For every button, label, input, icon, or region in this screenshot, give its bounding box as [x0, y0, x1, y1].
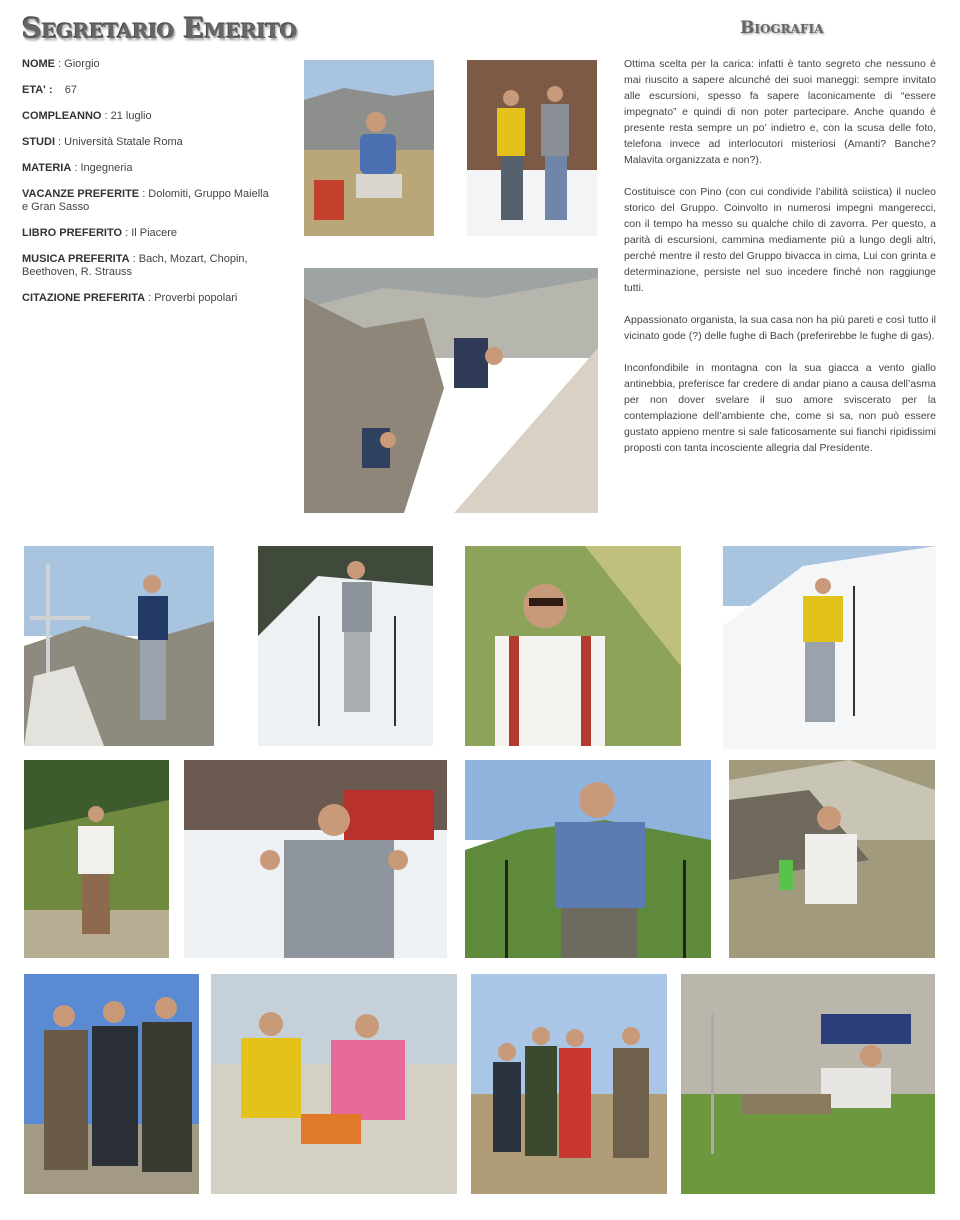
fact-label: NOME — [22, 58, 55, 70]
photo-grass-slope — [24, 760, 169, 958]
photo-rock-climb — [304, 268, 598, 513]
fact-age — [22, 84, 272, 97]
fact-value: : Il Piacere — [122, 227, 178, 239]
photo-snowfield-yellow-jacket — [723, 546, 936, 749]
bio-paragraph: Ottima scelta per la carica: infatti è tanto segreto che nessuno è mai riuscito a sapere alcunché dei suoi maneggi: sempre invitato alle escursioni, spesso fa sapere laconicamente di “essere impegnato” e quindi di non poter partecipare. Anche quando è presente resta sempre un po’ indietro e, con la scusa delle foto, telefona invece ad interlocutori misteriosi (Amanti? Banche? Malavita organizzata e non?). — [624, 58, 936, 166]
photo-three-men — [24, 974, 199, 1194]
fact-quote — [22, 292, 272, 305]
photo-snow-hiker — [258, 546, 433, 746]
photo-summit-cross — [24, 546, 214, 746]
fact-holidays — [22, 188, 272, 214]
fact-name — [22, 58, 272, 71]
fact-value: : Ingegneria — [71, 162, 133, 174]
photo-two-hikers-snow — [467, 60, 597, 236]
fact-value: : Proverbi popolari — [145, 292, 238, 304]
photo-sitting-pair — [211, 974, 457, 1194]
bio-paragraph: Costituisce con Pino (con cui condivide l’abilità sciistica) il nucleo storico del Gruppo. Coinvolto in numerosi impegni mangerecci, con il tempo ha messo su qualche chilo di zavorra. Per questo, a parità di escursioni, cammina mediamente più a lungo degli altri, perché mentre il resto del Gruppo bivacca in cima, Lui con grinta e determinazione, persiste nel suo incedere finché non raggiunge tutti. — [624, 186, 936, 294]
photo-four-men — [471, 974, 667, 1194]
fact-studies — [22, 136, 272, 149]
photo-sunglasses-portrait — [465, 546, 681, 746]
fact-label: LIBRO PREFERITO — [22, 227, 123, 239]
fact-label: ETA' : — [22, 84, 53, 96]
fact-value: : Dolomiti, Gruppo Maiella e Gran Sasso — [22, 188, 269, 213]
fact-book — [22, 227, 272, 240]
bio-paragraph: Inconfondibile in montagna con la sua giacca a vento giallo antinebbia, preferisce far credere di andar piano a causa dell’asma per non dover svelare il suo amore sviscerato per la contemplazione dell’ambiente che, come si sa, non può essere gustato appieno mentre si sale faticosamente sui fianchi ripidissimi proposti con tanta incosciente allegria dal Presidente. — [624, 362, 936, 454]
fact-label: MATERIA — [22, 162, 72, 174]
photo-snow-waving — [184, 760, 447, 958]
fact-value: : Università Statale Roma — [55, 136, 183, 148]
photo-resting-boulder — [681, 974, 935, 1194]
fact-label: CITAZIONE PREFERITA — [22, 292, 146, 304]
fact-birthday — [22, 110, 272, 123]
page-title: Segretario Emerito — [22, 12, 297, 45]
bio-paragraph: Appassionato organista, la sua casa non ha più pareti e così tutto il vicinato gode (?) delle fughe di Bach (preferirebbe le fughe di gas). — [624, 314, 936, 342]
fact-music — [22, 253, 272, 279]
fact-value: : Bach, Mozart, Chopin, Beethoven, R. Strauss — [22, 253, 248, 278]
photo-rocky-ridge — [729, 760, 935, 958]
biography-text — [624, 56, 936, 472]
fact-value: : Giorgio — [55, 58, 100, 70]
photo-summit-sitting — [304, 60, 434, 236]
fact-value: 67 — [52, 84, 77, 96]
photo-plaid-shirt — [465, 760, 711, 958]
fact-value: : 21 luglio — [101, 110, 152, 122]
fact-label: COMPLEANNO — [22, 110, 102, 122]
fact-label: VACANZE PREFERITE — [22, 188, 140, 200]
fact-label: MUSICA PREFERITA — [22, 253, 130, 265]
fact-label: STUDI — [22, 136, 55, 148]
bio-heading: Biografia — [740, 18, 824, 38]
facts-list — [22, 58, 272, 318]
fact-subject — [22, 162, 272, 175]
